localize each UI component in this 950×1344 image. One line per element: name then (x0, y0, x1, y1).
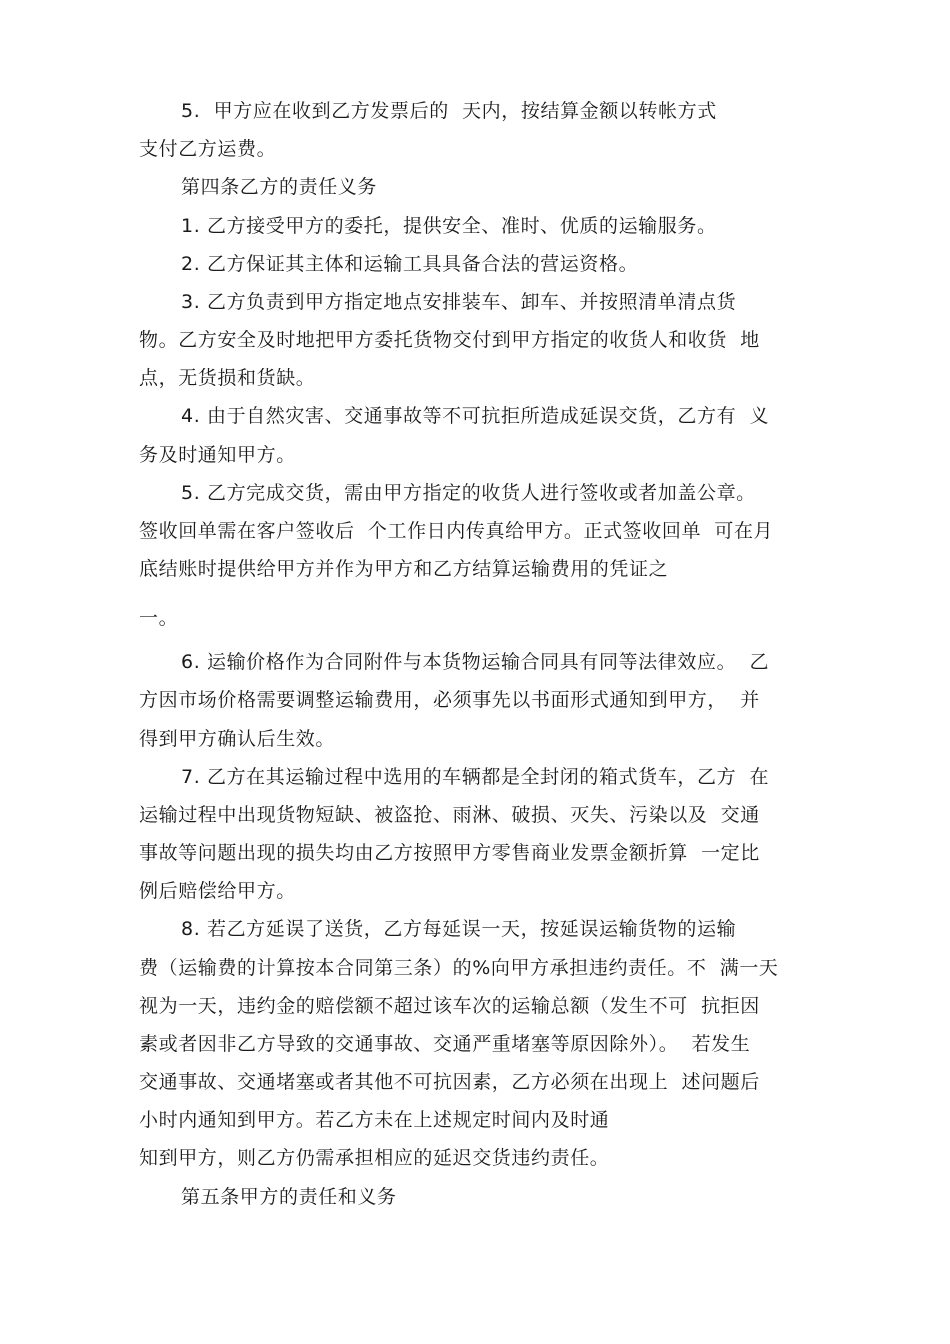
paragraph-line: 4. 由于自然灾害、交通事故等不可抗拒所造成延误交货，乙方有 义 (181, 405, 770, 427)
section-heading: 第四条乙方的责任义务 (181, 176, 378, 198)
paragraph-line: 得到甲方确认后生效。 (139, 728, 336, 750)
paragraph-line: 签收回单需在客户签收后 个工作日内传真给甲方。正式签收回单 可在月 (139, 520, 774, 542)
paragraph-line: 费（运输费的计算按本合同第三条）的%向甲方承担违约责任。不 满一天 (139, 957, 779, 979)
paragraph-line: 运输过程中出现货物短缺、被盗抢、雨淋、破损、灭失、污染以及 交通 (139, 804, 760, 826)
paragraph-line: 方因市场价格需要调整运输费用，必须事先以书面形式通知到甲方， 并 (139, 689, 760, 711)
paragraph-line: 物。乙方安全及时地把甲方委托货物交付到甲方指定的收货人和收货 地 (139, 329, 760, 351)
paragraph-line: 素或者因非乙方导致的交通事故、交通严重堵塞等原因除外）。 若发生 (139, 1033, 751, 1055)
paragraph-line: 7. 乙方在其运输过程中选用的车辆都是全封闭的箱式货车，乙方 在 (181, 766, 770, 788)
paragraph-line: 2. 乙方保证其主体和运输工具具备合法的营运资格。 (181, 253, 639, 275)
paragraph-line: 务及时通知甲方。 (139, 444, 296, 466)
paragraph-line: 3. 乙方负责到甲方指定地点安排装车、卸车、并按照清单清点货 (181, 291, 737, 313)
paragraph-line: 1. 乙方接受甲方的委托，提供安全、准时、优质的运输服务。 (181, 215, 717, 237)
paragraph-line: 底结账时提供给甲方并作为甲方和乙方结算运输费用的凭证之 (139, 558, 669, 580)
paragraph-line: 交通事故、交通堵塞或者其他不可抗因素，乙方必须在出现上 述问题后 (139, 1071, 760, 1093)
paragraph-line: 8. 若乙方延误了送货，乙方每延误一天，按延误运输货物的运输 (181, 918, 737, 940)
paragraph-line: 小时内通知到甲方。若乙方未在上述规定时间内及时通 (139, 1109, 610, 1131)
paragraph-line: 5. 乙方完成交货，需由甲方指定的收货人进行签收或者加盖公章。 (181, 482, 756, 504)
paragraph-line: 6. 运输价格作为合同附件与本货物运输合同具有同等法律效应。 乙 (181, 651, 770, 673)
paragraph-line: 支付乙方运费。 (139, 138, 277, 160)
paragraph-line: 事故等问题出现的损失均由乙方按照甲方零售商业发票金额折算 一定比 (139, 842, 760, 864)
paragraph-line: 视为一天，违约金的赔偿额不超过该车次的运输总额（发生不可 抗拒因 (139, 995, 760, 1017)
paragraph-line: 例后赔偿给甲方。 (139, 880, 296, 902)
paragraph-line: 5. 甲方应在收到乙方发票后的 天内，按结算金额以转帐方式 (181, 100, 717, 122)
paragraph-line: 点，无货损和货缺。 (139, 367, 316, 389)
paragraph-line: 一。 (139, 607, 179, 629)
paragraph-line: 知到甲方，则乙方仍需承担相应的延迟交货违约责任。 (139, 1147, 610, 1169)
section-heading: 第五条甲方的责任和义务 (181, 1186, 397, 1208)
